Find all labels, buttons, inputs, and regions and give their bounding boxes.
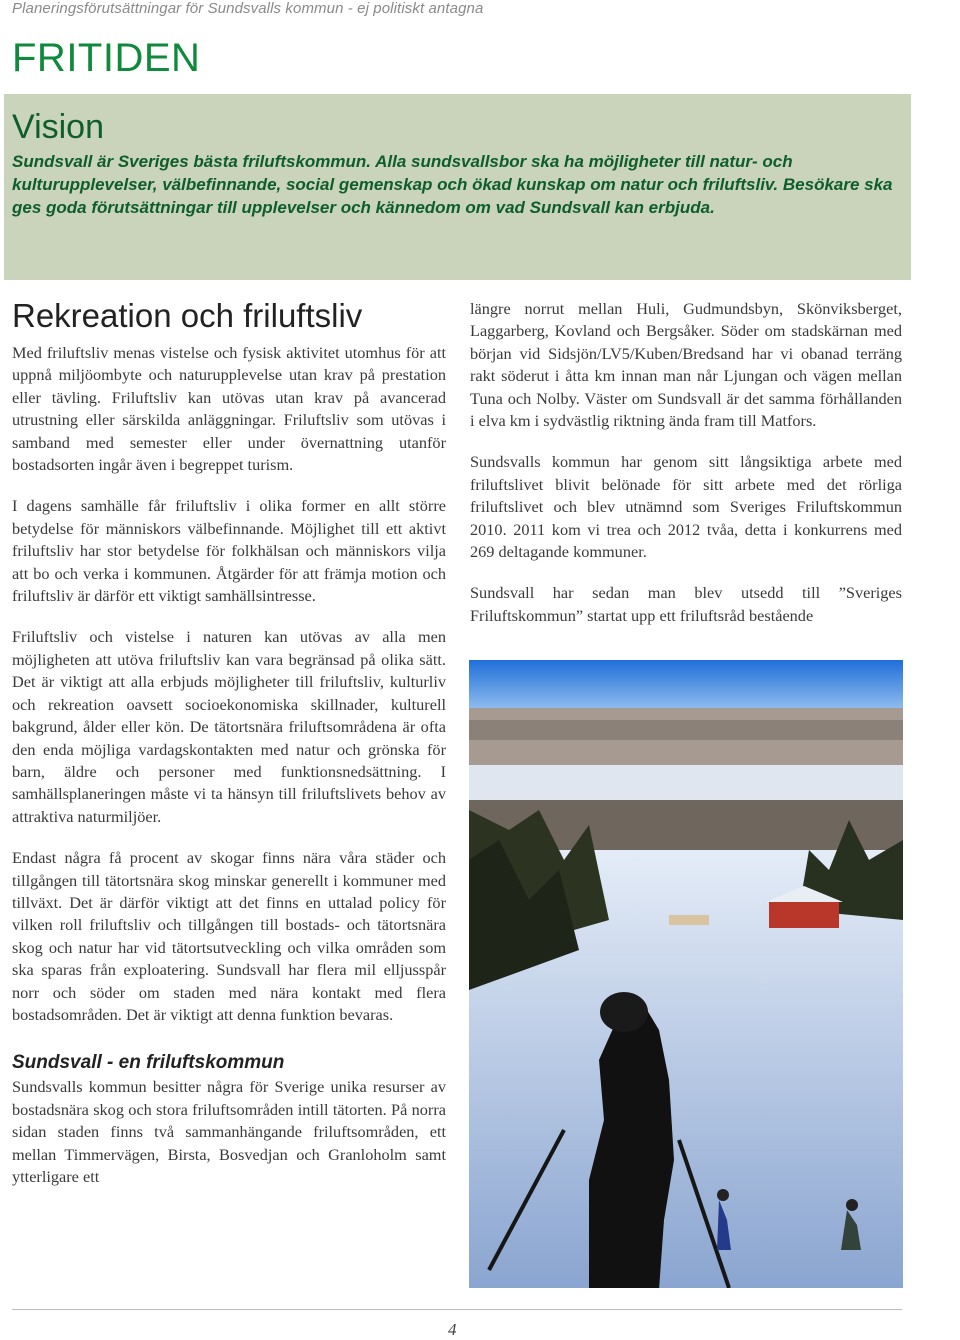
vision-title: Vision xyxy=(12,108,104,146)
page-number: 4 xyxy=(448,1320,457,1339)
ski-slope-photo xyxy=(469,660,903,1288)
section-title: FRITIDEN xyxy=(12,36,201,80)
paragraph: Med friluftsliv menas vistelse och fysisk aktivitet utomhus för att uppnå miljöombyte och naturupplevelse utan krav på prestation eller tävling. Friluftsliv kan utövas utan krav på avancerad utrustning eller särskilda anläggningar. Friluftsliv som utövas i samband med semester eller under övernattning utanför bostadsorten ingår även i begreppet turism. xyxy=(12,343,446,475)
paragraph: Friluftsliv och vistelse i naturen kan utövas av alla men möjligheten att utöva friluftsliv kan vara begränsad på olika sätt. Det är viktigt att alla erbjuds möjligheter till friluftsliv, kulturliv och rekreation oavsett socioekonomiska skillnader, kulturell bakgrund, ålder eller kön. De tätortsnära friluftsområdena är ofta den enda möjliga vardagskontakten med natur och grönska för barn, äldre och personer med funktionsnedsättning. I samhällsplaneringen måste vi ta hänsyn till friluftslivets behov av attraktiva naturmiljöer. xyxy=(12,627,446,826)
paragraph: längre norrut mellan Huli, Gudmundsbyn, Skönviksberget, Laggarberg, Kovland och Bergsåker. Söder om stadskärnan med början vid Sidsjön/LV5/Kuben/Bredsand har vi obanad terräng rakt söderut i åtta km innan man når Ljungan och vägen mellan Tuna och Nolby. Väster om Sundsvall är det samma förhållanden i elva km i sydvästlig riktning ända fram till Matfors. xyxy=(470,299,902,431)
footer-rule xyxy=(12,1309,902,1310)
paragraph: I dagens samhälle får friluftsliv i olika former en allt större betydelse för människors välbefinnande. Möjlighet till ett aktivt friluftsliv har stor betydelse för folkhälsan och människors vilja att bo och verka i kommunen. Åtgärder för att främja motion och friluftsliv är därför ett viktigt samhällsintresse. xyxy=(12,496,446,606)
paragraph: Sundsvall har sedan man blev utsedd till ”Sveriges Friluftskommun” startat upp ett friluftsråd bestående xyxy=(470,583,902,625)
paragraph: Sundsvalls kommun besitter några för Sverige unika resurser av bostadsnära skog och stora friluftsområden intill tätorten. På norra sidan staden finns två sammanhängande friluftsområden, ett mellan Timmervägen, Birsta, Bosvedjan och Granloholm samt ytterligare ett xyxy=(12,1077,446,1186)
vision-box xyxy=(4,94,911,280)
right-column xyxy=(470,296,902,646)
left-column xyxy=(12,296,446,1207)
subheading: Sundsvall - en friluftskommun xyxy=(12,1052,285,1074)
vision-text: Sundsvall är Sveriges bästa friluftskommun. Alla sundsvallsbor ska ha möjligheter till natur- och kulturupplevelser, välbefinnande, social gemenskap och ökad kunskap om natur och friluftsliv. Besökare ska ges goda förutsättningar till upplevelser och kännedom om vad Sundsvall kan erbjuda. xyxy=(12,152,893,217)
section-heading: Rekreation och friluftsliv xyxy=(12,297,363,334)
paragraph: Sundsvalls kommun har genom sitt långsiktiga arbete med friluftslivet blivit belönade för sitt arbete med det rörliga friluftslivet och blev utnämnd som Sveriges Friluftskommun 2010. 2011 kom vi trea och 2012 tvåa, detta i konkurrens med 269 deltagande kommuner. xyxy=(470,452,902,562)
paragraph: Endast några få procent av skogar finns nära våra städer och tillgången till tätortsnära skog minskar generellt i kommuner med tillväxt. Det är därför viktigt att det finns en uttalad policy för vilken roll friluftsliv och tillgången till bostads- och tätortsnära skog och natur har vid tätortsutveckling och vilka områden som ska sparas från exploatering. Sundsvall har flera mil elljusspår norr och söder om staden med nära kontakt med flera bostadsområden. Det är viktigt att denna funktion bevaras. xyxy=(12,848,446,1024)
running-header: Planeringsförutsättningar för Sundsvalls kommun - ej politiskt antagna xyxy=(12,0,484,17)
